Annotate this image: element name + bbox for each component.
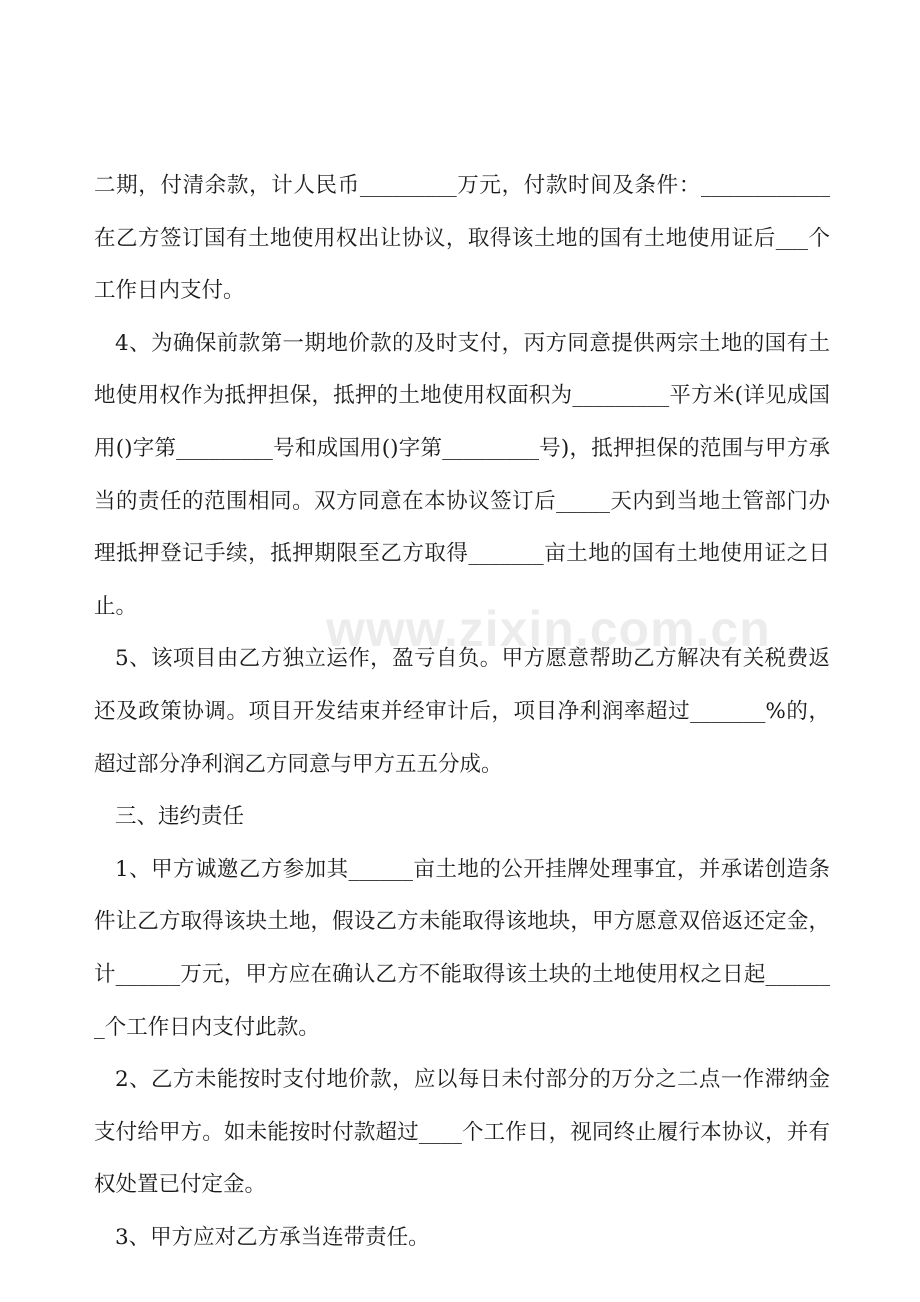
section-heading-breach-liability: 三、违约责任 [115,804,245,830]
paragraph-clause-4-mortgage: 4、为确保前款第一期地价款的及时支付，丙方同意提供两宗土地的国有土地使用权作为抵押担保，抵押的土地使用权面积为_________平方米(详见成国用()字第_________号和成国用()字第_________号)，抵押担保的范围与甲方承当的责任的范围相同。双方同意在本协议签订后_____天内到当地土管部门办理抵押登记手续，抵押期限至乙方取得_______亩土地的国有土地使用证之日止。 [94,330,830,619]
paragraph-breach-clause-1: 1、甲方诚邀乙方参加其______亩土地的公开挂牌处理事宜，并承诺创造条件让乙方取得该块土地，假设乙方未能取得该地块，甲方愿意双倍返还定金，计______万元，甲方应在确认乙方不能取得该土块的土地使用权之日起_______个工作日内支付此款。 [94,856,830,1040]
watermark: www.zixin.com.cn [326,601,771,657]
paragraph-clause-5-profit: 5、该项目由乙方独立运作，盈亏自负。甲方愿意帮助乙方解决有关税费返还及政策协调。项目开发结束并经审计后，项目净利润率超过_______%的，超过部分净利润乙方同意与甲方五五分成。 [94,646,830,777]
document-body [94,160,830,1264]
paragraph-payment-second-phase: 二期，付清余款，计人民币_________万元，付款时间及条件：____________在乙方签订国有土地使用权出让协议，取得该土地的国有土地使用证后___个工作日内支付。 [94,173,830,304]
paragraph-breach-clause-3: 3、甲方应对乙方承当连带责任。 [115,1224,430,1250]
paragraph-breach-clause-2: 2、乙方未能按时支付地价款，应以每日未付部分的万分之二点一作滞纳金支付给甲方。如未能按时付款超过____个工作日，视同终止履行本协议，并有权处置已付定金。 [94,1067,830,1198]
